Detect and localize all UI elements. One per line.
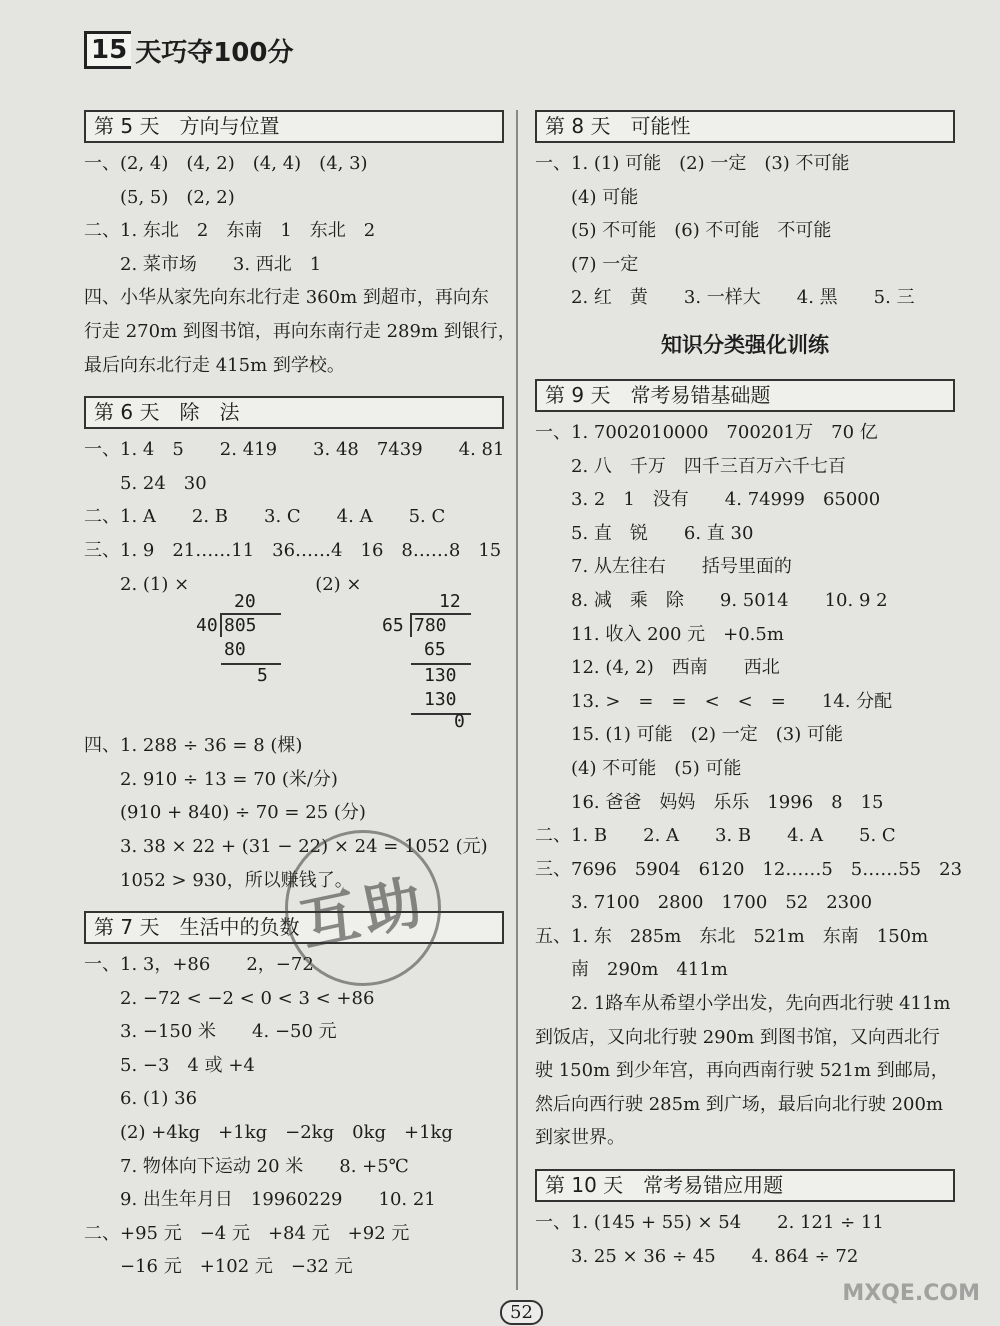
answer-line: 四、小华从家先向东北行走 360m 到超市，再向东 xyxy=(84,287,489,309)
answer-line: (2) +4kg +1kg −2kg 0kg +1kg xyxy=(84,1122,453,1144)
section-day5 xyxy=(84,110,516,382)
remainder: 5 xyxy=(257,665,268,687)
watermark: MXQE.COM xyxy=(842,1281,980,1306)
answer-line: 四、1. 288 ÷ 36 = 8 (棵) xyxy=(84,735,303,757)
answer-line: 2. 910 ÷ 13 = 70 (米/分) xyxy=(84,768,338,790)
chapter-heading: 知识分类强化训练 xyxy=(661,332,829,357)
section-day10 xyxy=(535,1169,955,1273)
answer-line: 3. 38 × 22 + (31 − 22) × 24 = 1052 (元) xyxy=(84,835,488,857)
answer-line: 5. 24 30 xyxy=(84,472,207,494)
stamp-text: 互助 xyxy=(294,866,434,960)
answer-line: 7. 从左往右 括号里面的 xyxy=(535,556,792,578)
answer-line: 2. −72 < −2 < 0 < 3 < +86 xyxy=(84,987,375,1009)
answer-line: 二、1. A 2. B 3. C 4. A 5. C xyxy=(84,506,446,528)
answer-line: 一、1. (145 + 55) × 54 2. 121 ÷ 11 xyxy=(535,1212,884,1234)
logo-text: 天巧夺100分 xyxy=(135,37,294,68)
section-title: 第 5 天 方向与位置 xyxy=(84,110,504,143)
answer-line: 一、1. 4 5 2. 419 3. 48 7439 4. 81 xyxy=(84,439,505,461)
column-divider xyxy=(516,110,518,1290)
answer-line: 7. 物体向下运动 20 米 8. +5℃ xyxy=(84,1155,409,1177)
answer-line: 五、1. 东 285m 东北 521m 东南 150m xyxy=(535,925,929,947)
left-column xyxy=(84,110,516,1298)
section-title: 第 10 天 常考易错应用题 xyxy=(535,1169,955,1202)
section-day6 xyxy=(84,396,504,897)
subtrahend: 80 xyxy=(224,639,246,661)
answer-line: 一、(2, 4) (4, 2) (4, 4) (4, 3) xyxy=(84,153,368,174)
answer-line: 16. 爸爸 妈妈 乐乐 1996 8 15 xyxy=(535,791,884,813)
answer-line: (4) 不可能 (5) 可能 xyxy=(535,757,742,779)
section-title: 第 6 天 除 法 xyxy=(84,396,504,429)
answer-line: 南 290m 411m xyxy=(535,959,728,981)
subtrahend: 130 xyxy=(424,689,457,711)
answer-line: 2. 菜市场 3. 西北 1 xyxy=(84,253,322,275)
dividend: 805 xyxy=(224,615,257,637)
answer-line: 6. (1) 36 xyxy=(84,1088,198,1110)
division-bracket xyxy=(220,613,222,637)
answer-line: (910 + 840) ÷ 70 = 25 (分) xyxy=(84,802,366,824)
answer-line: 到家世界。 xyxy=(535,1127,625,1149)
logo-number: 15 xyxy=(84,31,131,69)
answer-line: 二、+95 元 −4 元 +84 元 +92 元 xyxy=(84,1222,410,1244)
answer-line: 3. 25 × 36 ÷ 45 4. 864 ÷ 72 xyxy=(535,1245,859,1267)
answer-line: 到饭店，又向北行驶 290m 到图书馆，又向西北行 xyxy=(535,1026,940,1048)
answer-line: 8. 减 乘 除 9. 5014 10. 9 2 xyxy=(535,589,888,611)
quotient: 20 xyxy=(234,591,256,613)
quotient: 12 xyxy=(439,591,461,613)
book-logo xyxy=(84,30,293,70)
page-number: 52 xyxy=(500,1300,543,1325)
right-column xyxy=(535,110,963,1287)
remainder: 0 xyxy=(454,711,465,733)
divisor: 65 xyxy=(382,615,404,637)
answer-line: 一、1. 3，+86 2，−72 xyxy=(84,954,314,976)
answer-line: 5. 直 锐 6. 直 30 xyxy=(535,522,754,544)
section-day8 xyxy=(535,110,955,315)
dividend: 780 xyxy=(414,615,447,637)
answer-line: 3. 7100 2800 1700 52 2300 xyxy=(535,892,873,914)
answer-line: (5) 不可能 (6) 不可能 不可能 xyxy=(535,220,832,242)
answer-line: 9. 出生年月日 19960229 10. 21 xyxy=(84,1189,436,1211)
section-title: 第 9 天 常考易错基础题 xyxy=(535,379,955,412)
divisor: 40 xyxy=(196,615,218,637)
answer-line: 2. 红 黄 3. 一样大 4. 黑 5. 三 xyxy=(535,287,915,309)
answer-line: 行走 270m 到图书馆，再向东南行走 289m 到银行， xyxy=(84,320,516,342)
answer-line: 一、1. 7002010000 700201万 70 亿 xyxy=(535,421,878,443)
answer-line: 12. (4, 2) 西南 西北 xyxy=(535,657,780,679)
answer-line: 然后向西行驶 285m 到广场，最后向北行驶 200m xyxy=(535,1093,944,1115)
answer-line: 三、1. 9 21……11 36……4 16 8……8 15 xyxy=(84,539,502,561)
answer-line: 3. 2 1 没有 4. 74999 65000 xyxy=(535,489,881,511)
answer-line: (7) 一定 xyxy=(535,253,639,275)
answer-line: (4) 可能 xyxy=(535,186,639,208)
answer-line: 13. > = = < < = 14. 分配 xyxy=(535,690,893,712)
answer-line: 一、1. (1) 可能 (2) 一定 (3) 不可能 xyxy=(535,153,850,174)
section-title: 第 7 天 生活中的负数 xyxy=(84,911,504,944)
answer-list xyxy=(84,147,516,382)
division-bar xyxy=(411,613,471,615)
answer-line: 2. 1路车从希望小学出发，先向西北行驶 411m xyxy=(535,993,951,1015)
answer-line: 15. (1) 可能 (2) 一定 (3) 可能 xyxy=(535,724,844,746)
answer-line: 二、1. B 2. A 3. B 4. A 5. C xyxy=(535,825,896,847)
subtrahend: 65 xyxy=(424,639,446,661)
answer-line: 3. −150 米 4. −50 元 xyxy=(84,1021,337,1043)
answer-line: 5. −3 4 或 +4 xyxy=(84,1054,255,1076)
partial-dividend: 130 xyxy=(424,665,457,687)
long-division-work xyxy=(124,591,504,733)
subtraction-line xyxy=(221,663,281,665)
section-title: 第 8 天 可能性 xyxy=(535,110,955,143)
answer-line: −16 元 +102 元 −32 元 xyxy=(84,1256,353,1278)
division-bracket xyxy=(410,613,412,637)
answer-line: 1052 > 930，所以赚钱了。 xyxy=(84,869,353,891)
section-day7 xyxy=(84,911,504,1284)
division-bar xyxy=(221,613,281,615)
answer-line: 二、1. 东北 2 东南 1 东北 2 xyxy=(84,220,376,242)
answer-line: 2. 八 千万 四千三百万六千七百 xyxy=(535,455,846,477)
answer-line: 三、7696 5904 6120 12……5 5……55 23 xyxy=(535,858,963,880)
section-day9 xyxy=(535,379,963,1155)
answer-line: 11. 收入 200 元 +0.5m xyxy=(535,623,784,645)
answer-line: 驶 150m 到少年宫，再向西南行驶 521m 到邮局， xyxy=(535,1060,949,1082)
answer-line: 2. (1) × (2) × xyxy=(84,573,362,595)
answer-line: 最后向东北行走 415m 到学校。 xyxy=(84,354,345,376)
answer-line: (5, 5) (2, 2) xyxy=(84,186,235,208)
